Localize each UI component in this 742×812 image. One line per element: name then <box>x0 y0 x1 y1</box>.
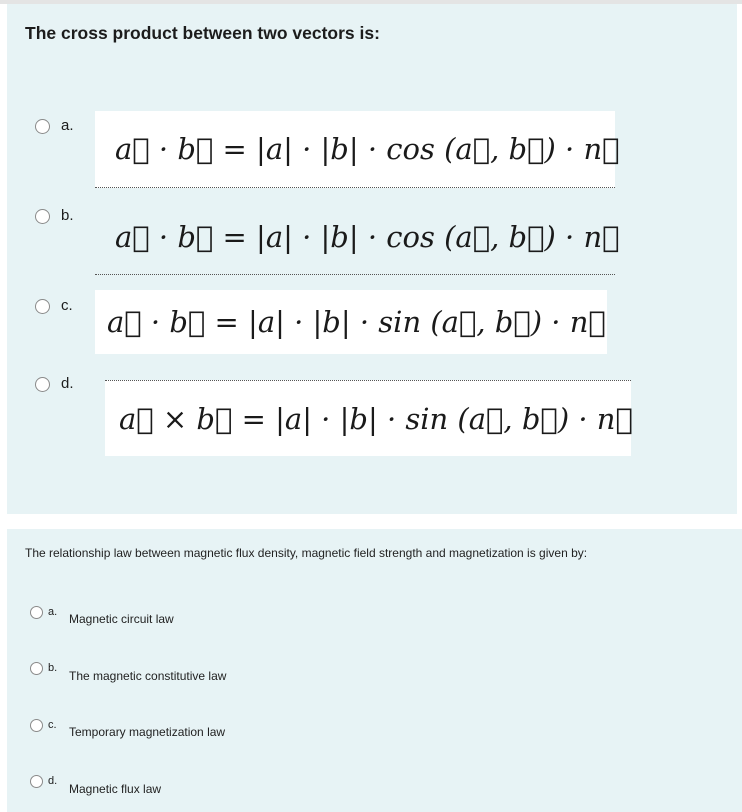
q2-option-a-text[interactable]: Magnetic circuit law <box>69 612 174 626</box>
q2-option-b-radio[interactable] <box>30 662 43 675</box>
option-b-letter: b. <box>61 207 74 224</box>
option-c-letter: c. <box>61 297 73 314</box>
q2-option-b-letter: b. <box>48 662 58 674</box>
q2-option-d-radio[interactable] <box>30 775 43 788</box>
option-a-letter: a. <box>61 117 74 134</box>
question-2-card <box>7 529 742 812</box>
option-c-formula: a⃗ · b⃗ = |a| · |b| · sin (a⃗, b⃗) · n⃗ <box>107 305 606 339</box>
option-c-radio[interactable] <box>35 299 50 314</box>
question-2-title: The relationship law between magnetic flux density, magnetic field strength and magnetization is given by: <box>25 546 588 560</box>
option-a-formula-box[interactable] <box>95 111 620 188</box>
option-a-radio[interactable] <box>35 119 50 134</box>
option-a-formula: a⃗ · b⃗ = |a| · |b| · cos (a⃗, b⃗) · n⃗ <box>115 132 620 166</box>
option-d-radio[interactable] <box>35 377 50 392</box>
q2-option-c-radio[interactable] <box>30 719 43 732</box>
question-1-title: The cross product between two vectors is: <box>25 23 380 43</box>
q2-option-c-text[interactable]: Temporary magnetization law <box>69 725 226 739</box>
q2-option-c-letter: c. <box>48 719 57 731</box>
q2-option-d-text[interactable]: Magnetic flux law <box>69 782 162 796</box>
option-c-formula-box[interactable] <box>95 290 607 354</box>
option-b-radio[interactable] <box>35 209 50 224</box>
option-d-formula: a⃗ × b⃗ = |a| · |b| · sin (a⃗, b⃗) · n⃗ <box>119 401 633 436</box>
q2-option-d-letter: d. <box>48 775 58 787</box>
q2-option-a-letter: a. <box>48 606 58 618</box>
option-b-formula: a⃗ · b⃗ = |a| · |b| · cos (a⃗, b⃗) · n⃗ <box>115 220 620 254</box>
option-b-formula-box[interactable] <box>95 200 620 275</box>
option-d-letter: d. <box>61 375 74 392</box>
q2-option-a-radio[interactable] <box>30 606 43 619</box>
question-1-card <box>7 4 737 514</box>
option-d-formula-box[interactable] <box>105 380 631 456</box>
q2-option-b-text[interactable]: The magnetic constitutive law <box>69 669 227 683</box>
